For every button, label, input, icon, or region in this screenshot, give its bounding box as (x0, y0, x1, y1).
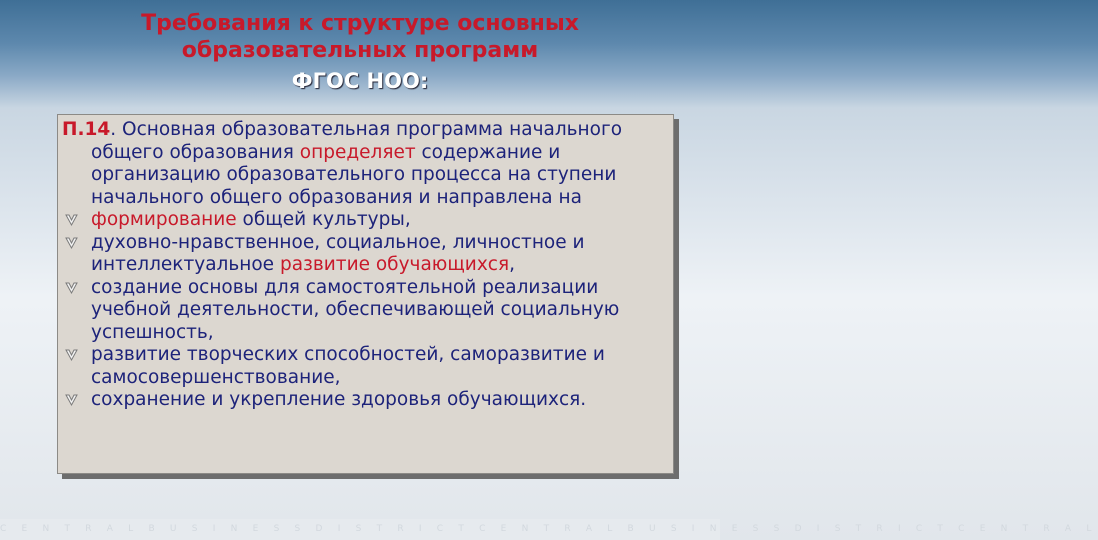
paragraph-number: П.14 (62, 119, 111, 140)
bullet-list (61, 209, 676, 412)
lead-text-1: . Основная образовательная программа начального общего образования (91, 119, 623, 163)
list-item (61, 232, 676, 277)
title-line-2: образовательных программ (181, 38, 539, 63)
bullet-text-a: развитие творческих способностей, саморазвитие и самосовершенствование, (91, 344, 605, 388)
footer-watermark: C E N T R A L B U S I N E S S D I S T R I C T C E N T R A L B U S I N E S S D I S T R I C T C E N T R A L (0, 519, 720, 540)
lead-paragraph (61, 119, 676, 209)
bullet-text-a: духовно-нравственное, социальное, личностное и интеллектуальное (91, 231, 585, 275)
bullet-icon (65, 236, 78, 250)
list-item (61, 344, 676, 389)
bullet-icon (65, 281, 78, 295)
list-item (61, 277, 676, 345)
lead-text-3: содержание и организацию образовательного процесса на ступени начального общего образования и направлена на (91, 141, 617, 208)
list-item (61, 389, 676, 412)
bullet-text-a: формирование (91, 209, 237, 230)
slide-title (0, 10, 720, 96)
bullet-text-b: обучающихся. (447, 389, 587, 410)
bullet-icon (65, 348, 78, 362)
content-text (61, 119, 676, 412)
bullet-text-a: сохранение и укрепление здоровья (91, 389, 448, 410)
lead-text-2: определяет (299, 141, 416, 163)
title-line-3: ФГОС НОО: (291, 69, 429, 93)
bullet-text-b: развитие обучающихся (279, 254, 510, 275)
bullet-text-b: общей культуры, (236, 209, 411, 230)
bullet-text-c: , (509, 254, 515, 275)
bullet-icon (65, 213, 78, 227)
bullet-icon (65, 393, 78, 407)
bullet-text-a: создание основы для самостоятельной реализации учебной деятельности, обеспечивающей социальную успешность, (91, 276, 620, 343)
title-line-1: Требования к структуре основных (141, 11, 579, 36)
list-item (61, 209, 676, 232)
